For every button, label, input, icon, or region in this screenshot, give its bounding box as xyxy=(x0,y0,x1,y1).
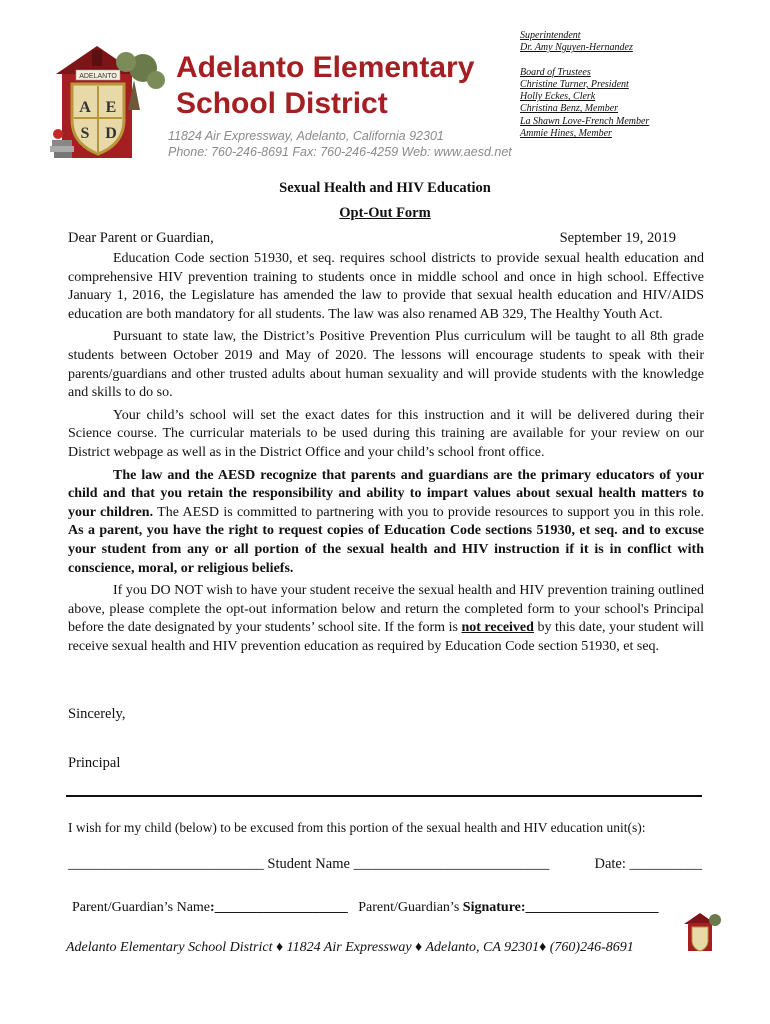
board-member: Ammie Hines, Member xyxy=(520,128,612,140)
board-spacer xyxy=(520,55,649,67)
svg-text:D: D xyxy=(105,125,117,142)
svg-text:S: S xyxy=(80,125,90,142)
date-field[interactable]: __________ xyxy=(629,856,702,872)
district-name-line1: Adelanto Elementary xyxy=(176,51,475,84)
signer-title: Principal xyxy=(68,755,121,771)
guardian-row: Parent/Guardian’s Name:___________________ Parent/Guardian’s Signature:___________________ xyxy=(72,900,659,915)
superintendent-title: Superintendent xyxy=(520,30,581,41)
books-icon xyxy=(50,140,74,158)
not-received-emphasis: not received xyxy=(461,620,534,636)
parent-rights-statement: As a parent, you have the right to request copies of Education Code sections 51930, et seq. and to excuse your student from any or all portion of the sexual health and HIV instruction if it is in conflict with conscience, moral, or religious beliefs. xyxy=(68,523,704,576)
district-contact: Phone: 760-246-8691 Fax: 760-246-4259 Web: www.aesd.net xyxy=(168,145,512,159)
date-group xyxy=(594,856,702,873)
closing: Sincerely, xyxy=(68,706,126,722)
letter-date: September 19, 2019 xyxy=(559,230,676,246)
guardian-signature-label: Signature xyxy=(462,900,521,915)
rights-statement: The law and the AESD recognize that parents and guardians are the primary educators of your child and that you retain the responsibility and ability to impart values about sexual health matters to your children. xyxy=(68,467,704,520)
student-name-field-2[interactable]: ___________________________ xyxy=(353,856,550,872)
paragraph-2: Pursuant to state law, the District’s Positive Prevention Plus curriculum will be taught to all 8th grade students between October 2019 and May of 2020. The lessons will encourage students to speak with their parents/guardians and other trusted adults about human sexuality and will provide students with the knowledge and skills to do so. xyxy=(68,329,704,401)
apple-icon xyxy=(53,129,63,139)
paragraph-5: If you DO NOT wish to have your student receive the sexual health and HIV prevention training outlined above, please complete the opt-out information below and return the completed form to your school's Principal before the date designated by your students’ school site. If the form is not received by this date, your student will receive sexual health and HIV prevention education as required by Education Code section 51930, et seq. xyxy=(68,583,704,654)
paragraph-4 xyxy=(68,467,704,579)
superintendent-name: Dr. Amy Nguyen-Hernandez xyxy=(520,42,633,54)
letter-body xyxy=(68,250,704,660)
district-logo xyxy=(48,40,176,168)
divider xyxy=(66,795,702,797)
footer-logo xyxy=(682,910,722,954)
salutation: Dear Parent or Guardian, xyxy=(68,230,214,246)
tree-icon xyxy=(709,914,721,926)
trustees-title: Board of Trustees xyxy=(520,66,591,78)
date-label: Date: xyxy=(594,856,630,872)
student-row xyxy=(68,856,704,873)
svg-text:ADELANTO: ADELANTO xyxy=(79,73,117,80)
letter-subtitle: Opt-Out Form xyxy=(339,205,431,221)
board-list xyxy=(520,30,649,140)
board-member: Holly Eckes, Clerk xyxy=(520,91,596,103)
guardian-signature-field[interactable]: ___________________ xyxy=(525,900,659,915)
board-member: La Shawn Love-French Member xyxy=(520,115,650,127)
paragraph-3: Your child’s school will set the exact dates for this instruction and it will be delivered during their Science course. The curricular materials to be used during this training are available for your review on our District webpage as well as in the District Office and your child’s school front office. xyxy=(68,407,704,460)
student-name-label: Student Name xyxy=(263,856,354,872)
guardian-name-field[interactable]: ___________________ xyxy=(214,900,348,915)
excuse-statement: I wish for my child (below) to be excused from this portion of the sexual health and HIV education unit(s): xyxy=(68,820,646,835)
svg-text:A: A xyxy=(79,99,91,116)
footer-text: Adelanto Elementary School District ♦ 11824 Air Expressway ♦ Adelanto, CA 92301♦ (760)246-8691 xyxy=(66,940,634,955)
letter-title: Sexual Health and HIV Education xyxy=(279,180,491,196)
commitment-statement: The AESD is committed to partnering with you to provide resources to support you in this role. xyxy=(153,504,704,520)
paragraph-1: Education Code section 51930, et seq. requires school districts to provide sexual health education and comprehensive HIV prevention training to students once in middle school and once in high school. Effective January 1, 2016, the Legislature has amended the law to provide that sexual health education and HIV/AIDS education are both mandatory for all students. The law was also renamed AB 329, The Healthy Youth Act. xyxy=(68,251,704,322)
board-member: Christina Benz, Member xyxy=(520,103,619,115)
board-member: Christine Turner, President xyxy=(520,78,629,90)
district-name-line2: School District xyxy=(176,87,388,120)
svg-text:E: E xyxy=(105,99,117,116)
student-name-field[interactable]: ___________________________ xyxy=(68,856,264,872)
guardian-name-label: Parent/Guardian’s Name xyxy=(72,900,211,915)
district-address: 11824 Air Expressway, Adelanto, California 92301 xyxy=(168,129,444,143)
district-address-block xyxy=(168,128,512,160)
district-name xyxy=(176,50,474,122)
